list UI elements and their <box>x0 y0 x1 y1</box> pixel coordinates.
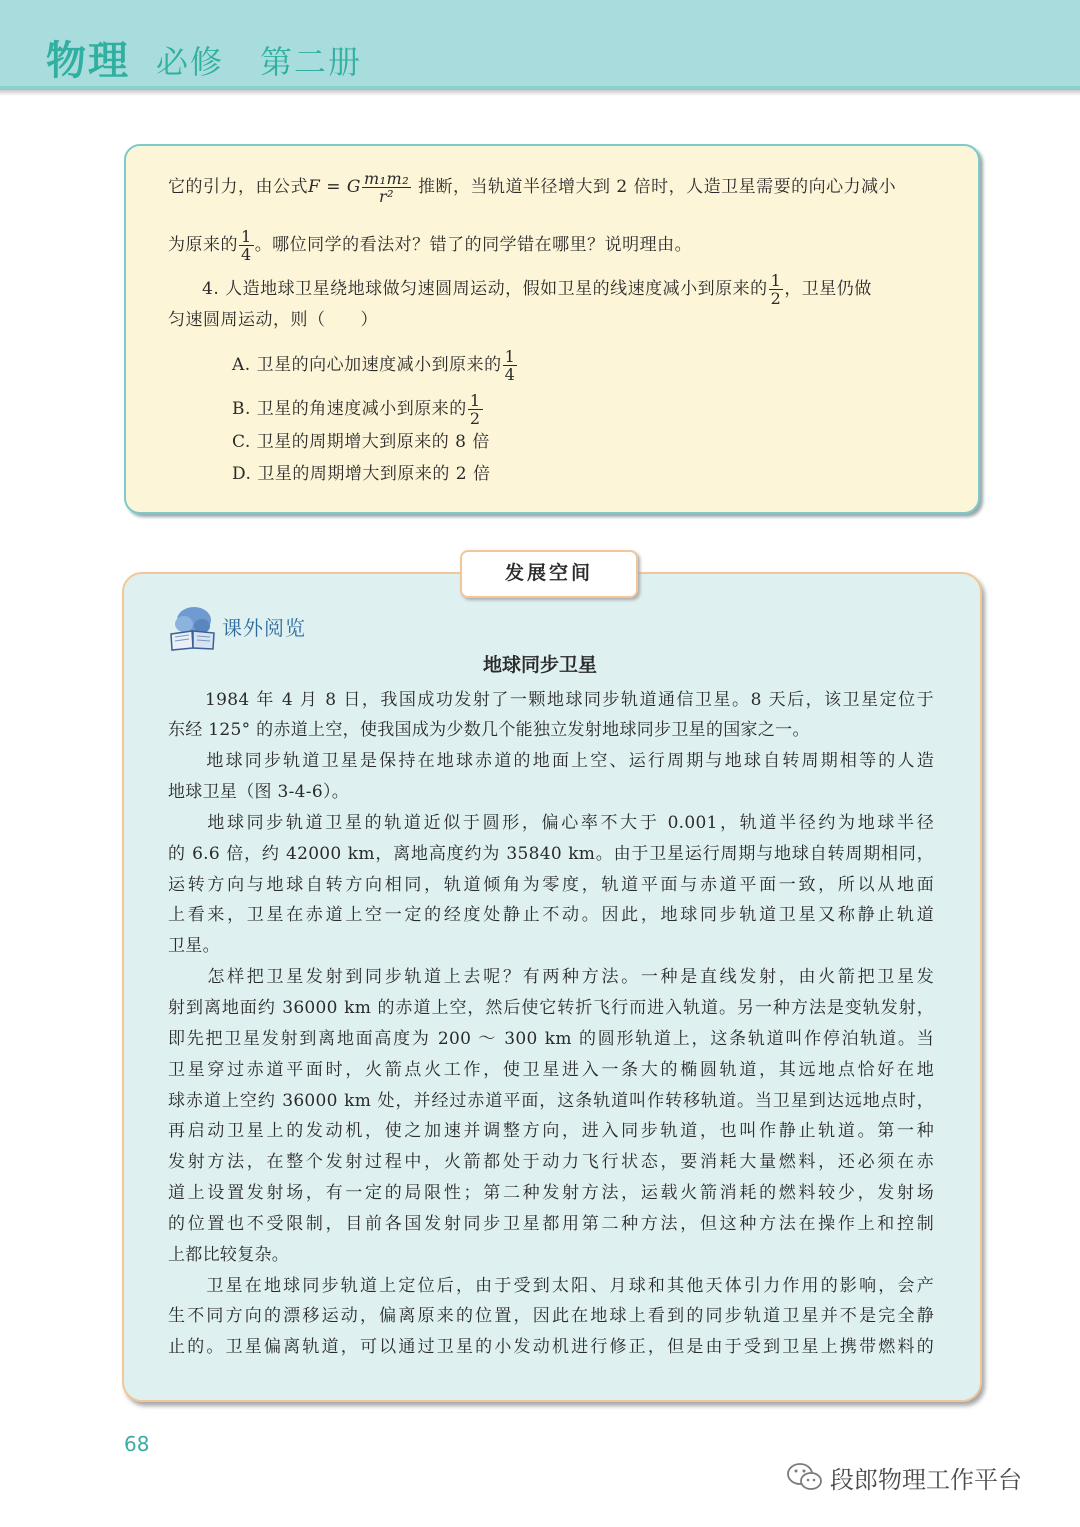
fraction-numerator: 1 <box>770 271 782 290</box>
option-a <box>232 348 518 383</box>
fraction-numerator: 1 <box>241 227 252 246</box>
text-segment: ，卫星仍做 <box>784 279 872 299</box>
formula-equals: = <box>320 177 347 197</box>
article-line: 的 6.6 倍，约 42000 km，离地高度约为 35840 km。由于卫星运行周期与地球自转周期相同， <box>168 844 934 864</box>
option-c: C. 卫星的周期增大到原来的 8 倍 <box>232 432 490 452</box>
article-line: 东经 125° 的赤道上空，使我国成为少数几个能独立发射地球同步卫星的国家之一。 <box>168 720 810 740</box>
watermark-text: 段郎物理工作平台 <box>830 1466 1022 1494</box>
fraction-numerator: 1 <box>504 347 516 366</box>
article-line: 地球卫星（图 3-4-6）。 <box>168 782 350 802</box>
fraction <box>503 348 518 383</box>
article-line: 卫星。 <box>168 936 220 956</box>
formula-symbol: F <box>308 177 321 197</box>
page-number: 68 <box>124 1432 150 1456</box>
header-book: 第二册 <box>260 43 363 81</box>
fraction-denominator: 2 <box>469 409 481 428</box>
option-text: A. 卫星的向心加速度减小到原来的 <box>232 355 502 375</box>
fraction <box>468 392 483 427</box>
formula-fraction <box>362 170 411 205</box>
article-line: 生不同方向的漂移运动，偏离原来的位置，因此在地球上看到的同步轨道卫星并不是完全静 <box>168 1306 934 1326</box>
article-line: 上都比较复杂。 <box>168 1245 290 1265</box>
fraction-denominator: 4 <box>241 245 252 264</box>
header-shadow <box>0 90 1080 96</box>
formula-symbol: G <box>346 177 361 197</box>
article-line: 球赤道上空约 36000 km 处，并经过赤道平面，这条轨道叫作转移轨道。当卫星到达远地点时， <box>168 1091 934 1111</box>
article-line: 地球同步轨道卫星是保持在地球赤道的地面上空、运行周期与地球自转周期相等的人造 <box>168 751 934 771</box>
option-text: B. 卫星的角速度减小到原来的 <box>232 399 467 419</box>
article-line: 的位置也不受限制，目前各国发射同步卫星都用第二种方法，但这种方法在操作上和控制 <box>168 1214 934 1234</box>
text-segment: 它的引力，由公式 <box>168 177 308 197</box>
option-d: D. 卫星的周期增大到原来的 2 倍 <box>232 464 491 484</box>
question-4-line-2: 匀速圆周运动，则（ ） <box>168 310 378 330</box>
section-label: 课外阅览 <box>222 616 306 640</box>
article-line: 卫星穿过赤道平面时，火箭点火工作，使卫星进入一条大的椭圆轨道，其远地点恰好在地 <box>168 1060 934 1080</box>
fraction-denominator: r² <box>379 187 395 206</box>
article-line: 发射方法，在整个发射过程中，火箭都处于动力飞行状态，要消耗大量燃料，还必须在赤 <box>168 1152 934 1172</box>
article-line: 射到离地面约 36000 km 的赤道上空，然后使它转折飞行而进入轨道。另一种方法是变轨发射， <box>168 998 934 1018</box>
article-line: 怎样把卫星发射到同步轨道上去呢？有两种方法。一种是直线发射，由火箭把卫星发 <box>168 967 934 987</box>
article-line: 止的。卫星偏离轨道，可以通过卫星的小发动机进行修正，但是由于受到卫星上携带燃料的 <box>168 1337 934 1357</box>
section-tab: 发展空间 <box>460 550 638 598</box>
text-segment: 4. 人造地球卫星绕地球做匀速圆周运动，假如卫星的线速度减小到原来的 <box>202 279 768 299</box>
article-line: 地球同步轨道卫星的轨道近似于圆形，偏心率不大于 0.001，轨道半径约为地球半径 <box>168 813 934 833</box>
wechat-icon <box>786 1462 824 1492</box>
article-line: 即先把卫星发射到离地面高度为 200 ～ 300 km 的圆形轨道上，这条轨道叫作停泊轨道。当 <box>168 1029 934 1049</box>
fraction-numerator: 1 <box>469 391 481 410</box>
text-segment: 。哪位同学的看法对？错了的同学错在哪里？说明理由。 <box>254 235 693 255</box>
exercise-line-1 <box>168 170 896 205</box>
article-title: 地球同步卫星 <box>482 654 597 676</box>
header-subject: 物理 <box>46 38 130 84</box>
fraction <box>769 272 784 307</box>
fraction-denominator: 2 <box>770 289 782 308</box>
article-line: 上看来，卫星在赤道上空一定的经度处静止不动。因此，地球同步轨道卫星又称静止轨道 <box>168 905 934 925</box>
article-line: 道上设置发射场，有一定的局限性；第二种发射方法，运载火箭消耗的燃料较少，发射场 <box>168 1183 934 1203</box>
fraction <box>239 228 254 263</box>
text-segment: 推断，当轨道半径增大到 2 倍时，人造卫星需要的向心力减小 <box>418 177 897 197</box>
question-4-line-1 <box>202 272 872 307</box>
fraction-denominator: 4 <box>504 365 516 384</box>
fraction-numerator: m₁m₂ <box>363 169 410 188</box>
header-volume: 必修 <box>156 43 225 81</box>
article-line: 卫星在地球同步轨道上定位后，由于受到太阳、月球和其他天体引力作用的影响，会产 <box>168 1276 934 1296</box>
article-line: 再启动卫星上的发动机，使之加速并调整方向，进入同步轨道，也叫作静止轨道。第一种 <box>168 1121 934 1141</box>
open-book-icon <box>168 604 218 652</box>
article-line: 1984 年 4 月 8 日，我国成功发射了一颗地球同步轨道通信卫星。8 天后，该卫星定位于 <box>168 690 934 710</box>
article-line: 运转方向与地球自转方向相同，轨道倾角为零度，轨道平面与赤道平面一致，所以从地面 <box>168 875 934 895</box>
text-segment: 为原来的 <box>168 235 238 255</box>
option-b <box>232 392 484 427</box>
exercise-line-2 <box>168 228 692 263</box>
